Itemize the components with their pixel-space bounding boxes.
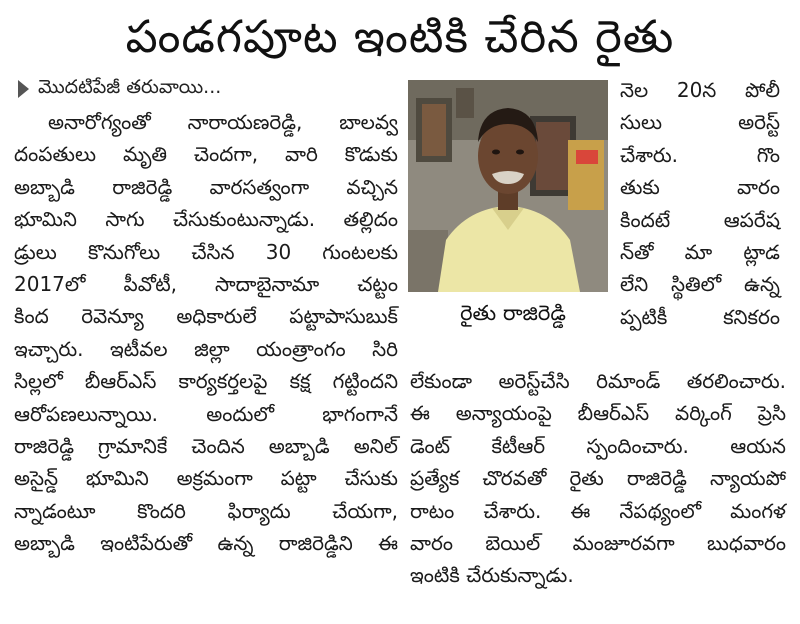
farmer-photo — [408, 80, 608, 292]
farmer-portrait-image — [408, 80, 608, 292]
continued-from-front-page — [14, 74, 221, 104]
text-line: అబ్బాడి ఇంటిపేరుతో ఉన్న రాజిరెడ్డిని ఈ — [14, 531, 398, 556]
text-line: చేశారు. గొం — [620, 142, 780, 167]
text-line: సిల్లలో బీఆర్ఎస్ కార్యకర్తలపై కక్ష గట్టిందని — [14, 369, 398, 394]
text-line: కింద రెవెన్యూ అధికారులే పట్టాపాసుబుక్ — [14, 304, 398, 329]
text-line: సులు అరెస్ట్ — [620, 110, 780, 135]
text-line: దంపతులు మృతి చెందగా, వారి కొడుకు — [14, 142, 398, 167]
text-line: కిందటే ఆపరేష — [620, 207, 780, 232]
text-line: ప్పటికీ కనికరం — [620, 304, 780, 329]
bottom-column-text — [410, 365, 786, 592]
text-line: న్‌తో మా ట్లాడ — [620, 240, 780, 265]
right-column-text — [620, 74, 780, 333]
text-line: ఈ అన్యాయంపై బీఆర్ఎస్ వర్కింగ్ ప్రెసి — [410, 401, 786, 426]
text-line: 2017లో పీవోటీ, సాదాబైనామా చట్టం — [14, 272, 398, 297]
article-headline: పండగపూట ఇంటికి చేరిన రైతు — [125, 10, 675, 63]
text-line: న్నాడంటూ కొందరి ఫిర్యాదు చేయగా, — [14, 498, 398, 523]
text-line: లేకుండా అరెస్ట్‌చేసి రిమాండ్ తరలించారు. — [410, 369, 786, 393]
text-line: తుకు వారం — [620, 175, 780, 200]
text-line: ఆరోపణలున్నాయి. అందులో భాగంగానే — [14, 401, 398, 426]
continued-label: మొదటిపేజీ తరువాయి... — [38, 75, 222, 98]
text-line: అనారోగ్యంతో నారాయణరెడ్డి, బాలవ్వ — [48, 110, 398, 134]
text-line: ఇచ్చారు. ఇటీవల జిల్లా యంత్రాంగం సిరి — [14, 336, 398, 361]
text-line: అబ్బాడి రాజిరెడ్డి వారసత్వంగా వచ్చిన — [14, 174, 398, 199]
text-line: నెల 20న పోలీ — [620, 78, 780, 102]
text-line: అసైన్డ్ భూమిని అక్రమంగా పట్టా చేసుకు — [14, 466, 398, 491]
text-line: రాజిరెడ్డి గ్రామానికే చెందిన అబ్బాడి అనిల్ — [14, 434, 398, 459]
text-line: ప్రత్యేక చొరవతో రైతు రాజిరెడ్డి న్యాయపో — [410, 466, 786, 491]
chevron-right-icon — [14, 78, 32, 100]
text-line: డ్రులు కొనుగోలు చేసిన 30 గుంటలకు — [14, 239, 398, 264]
text-line: ఇంటికి చేరుకున్నాడు. — [410, 563, 574, 588]
text-line: లేని స్థితిలో ఉన్న — [620, 272, 780, 297]
text-line: రాటం చేశారు. ఈ నేపథ్యంలో మంగళ — [410, 498, 786, 523]
text-line: భూమిని సాగు చేసుకుంటున్నాడు. తల్లిదం — [14, 207, 398, 232]
text-line: డెంట్ కేటీఆర్ స్పందించారు. ఆయన — [410, 433, 786, 458]
photo-caption: రైతు రాజిరెడ్డి — [460, 301, 566, 325]
left-column-text — [14, 106, 398, 560]
text-line: వారం బెయిల్ మంజూరవగా బుధవారం — [410, 531, 786, 556]
